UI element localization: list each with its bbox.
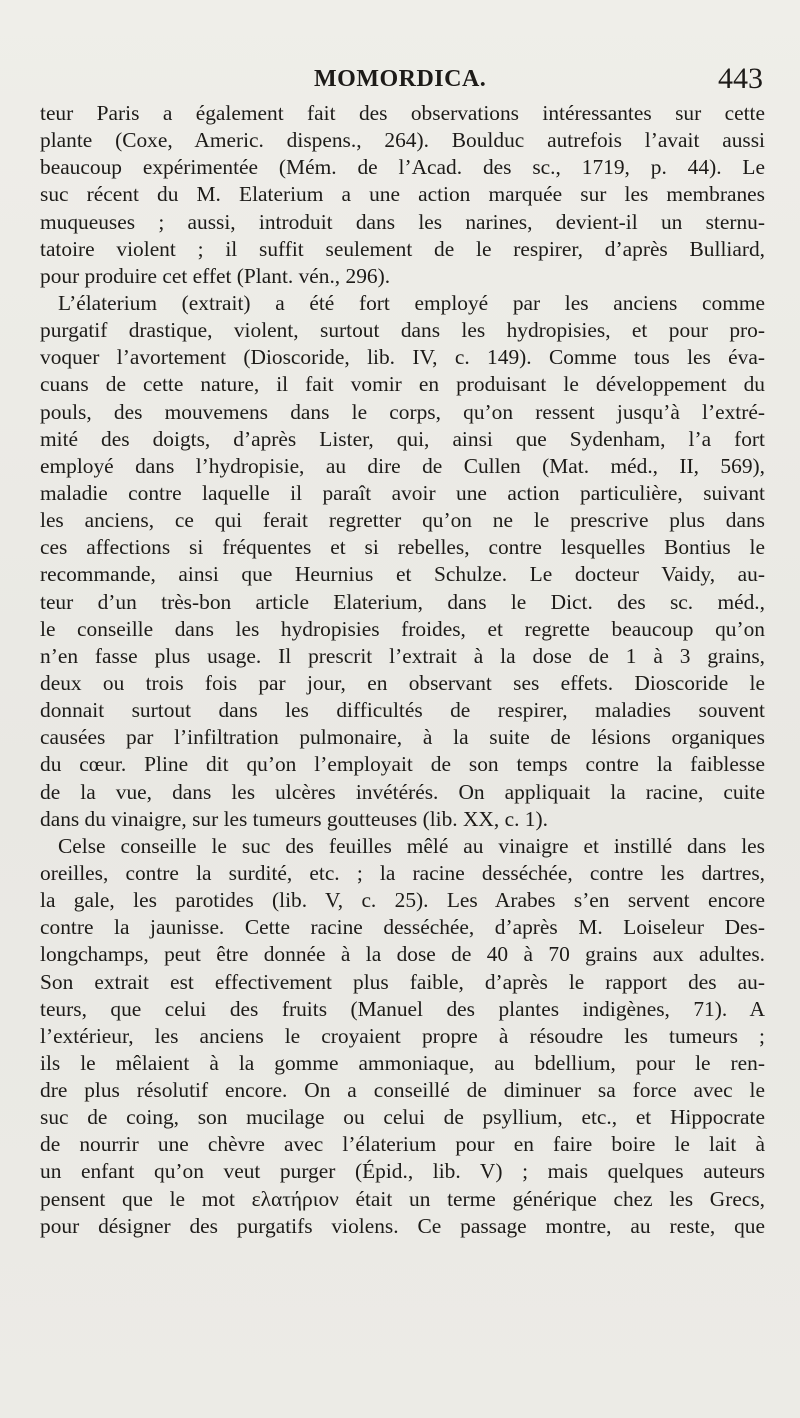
text-line: plante (Coxe, Americ. dispens., 264). Boulduc autrefois l’avait aussi (40, 128, 765, 153)
text-line: pouls, des mouvemens dans le corps, qu’on ressent jusqu’à l’extré- (40, 399, 765, 424)
paragraph-1 (40, 100, 765, 290)
text-line: cuans de cette nature, il fait vomir en produisant le développement du (40, 372, 765, 397)
text-line: suc de coing, son mucilage ou celui de psyllium, etc., et Hippocrate (40, 1105, 765, 1130)
text-line: causées par l’infiltration pulmonaire, à la suite de lésions organiques (40, 725, 765, 750)
text-line: pour produire cet effet (Plant. vén., 296). (40, 263, 391, 288)
page-header (0, 62, 800, 102)
text-line: mité des doigts, d’après Lister, qui, ainsi que Sydenham, l’a fort (40, 426, 765, 451)
page-number: 443 (718, 62, 763, 95)
text-line: de la vue, dans les ulcères invétérés. On appliquait la racine, cuite (40, 779, 765, 804)
text-line: pour désigner des purgatifs violens. Ce passage montre, au reste, que (40, 1213, 765, 1238)
text-line: donnait surtout dans les difficultés de respirer, maladies souvent (40, 698, 765, 723)
text-line: la gale, les parotides (lib. V, c. 25). Les Arabes s’en servent encore (40, 888, 765, 913)
text-line: beaucoup expérimentée (Mém. de l’Acad. des sc., 1719, p. 44). Le (40, 155, 765, 180)
text-line: suc récent du M. Elaterium a une action marquée sur les membranes (40, 182, 765, 207)
text-line: ces affections si fréquentes et si rebelles, contre lesquelles Bontius le (40, 535, 765, 560)
text-line: Celse conseille le suc des feuilles mêlé au vinaigre et instillé dans les (58, 833, 765, 858)
text-line: de nourrir une chèvre avec l’élaterium pour en faire boire le lait à (40, 1132, 765, 1157)
paragraph-3 (40, 833, 765, 1240)
text-line: du cœur. Pline dit qu’on l’employait de son temps contre la faiblesse (40, 752, 765, 777)
text-line: voquer l’avortement (Dioscoride, lib. IV, c. 149). Comme tous les éva- (40, 345, 765, 370)
paragraph-2 (40, 290, 765, 833)
text-line: oreilles, contre la surdité, etc. ; la racine desséchée, contre les dartres, (40, 860, 765, 885)
running-head: MOMORDICA. (314, 66, 487, 92)
text-line: muqueuses ; aussi, introduit dans les narines, devient-il un sternu- (40, 209, 765, 234)
text-line: longchamps, peut être donnée à la dose de 40 à 70 grains aux adultes. (40, 942, 765, 967)
text-line: le conseille dans les hydropisies froides, et regrette beaucoup qu’on (40, 616, 765, 641)
text-line: teur d’un très-bon article Elaterium, dans le Dict. des sc. méd., (40, 589, 765, 614)
text-line: teurs, que celui des fruits (Manuel des plantes indigènes, 71). A (40, 996, 765, 1021)
text-line: ils le mêlaient à la gomme ammoniaque, au bdellium, pour le ren- (40, 1050, 765, 1075)
text-line: employé dans l’hydropisie, au dire de Cullen (Mat. méd., II, 569), (40, 453, 765, 478)
text-line: recommande, ainsi que Heurnius et Schulze. Le docteur Vaidy, au- (40, 562, 765, 587)
text-line: teur Paris a également fait des observations intéressantes sur cette (40, 101, 765, 125)
text-line: maladie contre laquelle il paraît avoir une action particulière, suivant (40, 480, 765, 505)
text-line: contre la jaunisse. Cette racine desséchée, d’après M. Loiseleur Des- (40, 915, 765, 940)
text-line: purgatif drastique, violent, surtout dans les hydropisies, et pour pro- (40, 318, 765, 343)
text-line: pensent que le mot ελατήριον était un terme générique chez les Grecs, (40, 1186, 765, 1211)
text-line: un enfant qu’on veut purger (Épid., lib. V) ; mais quelques auteurs (40, 1159, 765, 1184)
text-line: dre plus résolutif encore. On a conseillé de diminuer sa force avec le (40, 1078, 765, 1103)
text-line: deux ou trois fois par jour, en observant ses effets. Dioscoride le (40, 670, 765, 695)
text-line: dans du vinaigre, sur les tumeurs goutteuses (lib. XX, c. 1). (40, 806, 548, 831)
text-line: les anciens, ce qui ferait regretter qu’on ne le prescrive plus dans (40, 508, 765, 533)
text-line: tatoire violent ; il suffit seulement de le respirer, d’après Bulliard, (40, 236, 765, 261)
text-line: L’élaterium (extrait) a été fort employé par les anciens comme (58, 290, 765, 315)
text-line: l’extérieur, les anciens le croyaient propre à résoudre les tumeurs ; (40, 1023, 765, 1048)
text-line: n’en fasse plus usage. Il prescrit l’extrait à la dose de 1 à 3 grains, (40, 643, 765, 668)
body-text (40, 100, 765, 1240)
text-line: Son extrait est effectivement plus faible, d’après le rapport des au- (40, 969, 765, 994)
